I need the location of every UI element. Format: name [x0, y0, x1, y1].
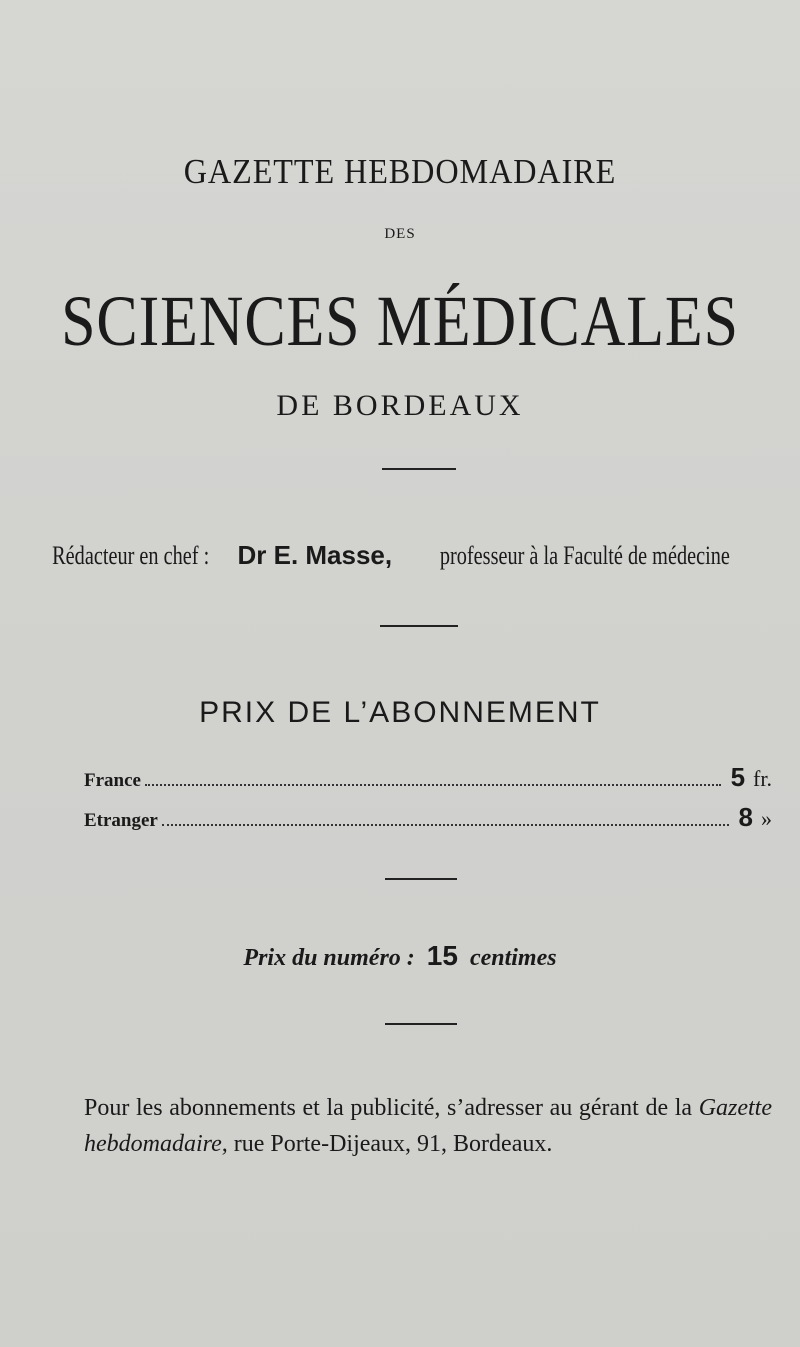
divider: [382, 468, 456, 470]
contact-text: Pour les abonnements et la publicité, s’adresser au gérant de la: [84, 1095, 699, 1121]
issue-price-label: Prix du numéro :: [243, 945, 415, 971]
divider: [380, 625, 458, 627]
price-unit: »: [761, 806, 772, 831]
price-unit: fr.: [753, 766, 772, 791]
subscription-title: PRIX DE L’ABONNEMENT: [199, 696, 601, 729]
issue-price-unit: centimes: [469, 945, 557, 971]
price-value: 8: [738, 802, 753, 832]
title-de-bordeaux: DE BORDEAUX: [276, 389, 524, 422]
price-label: France: [84, 770, 141, 791]
price-label: Etranger: [84, 810, 158, 831]
price-row-etranger: [84, 802, 772, 833]
editor-line: [0, 540, 800, 571]
title-gazette: GAZETTE HEBDOMADAIRE: [183, 152, 617, 191]
issue-price-value: 15: [426, 940, 458, 971]
issue-price: [0, 940, 800, 972]
title-des: DES: [384, 226, 416, 242]
price-row-france: [84, 762, 772, 793]
editor-suffix: professeur à la Faculté de médecine: [439, 541, 730, 570]
editor-name: Dr E. Masse,: [237, 540, 393, 570]
leader-dots: [145, 784, 721, 786]
contact-address: rue Porte-Dijeaux, 91, Bordeaux.: [227, 1131, 553, 1157]
contact-paragraph: [84, 1090, 772, 1162]
price-value: 5: [730, 762, 746, 792]
leader-dots: [162, 824, 729, 826]
divider: [385, 878, 457, 880]
title-sciences-medicales: SCIENCES MÉDICALES: [61, 281, 739, 361]
editor-prefix: Rédacteur en chef :: [51, 541, 209, 570]
publication-name: Gazette hebdomadaire,: [84, 1095, 772, 1157]
divider: [385, 1023, 457, 1025]
